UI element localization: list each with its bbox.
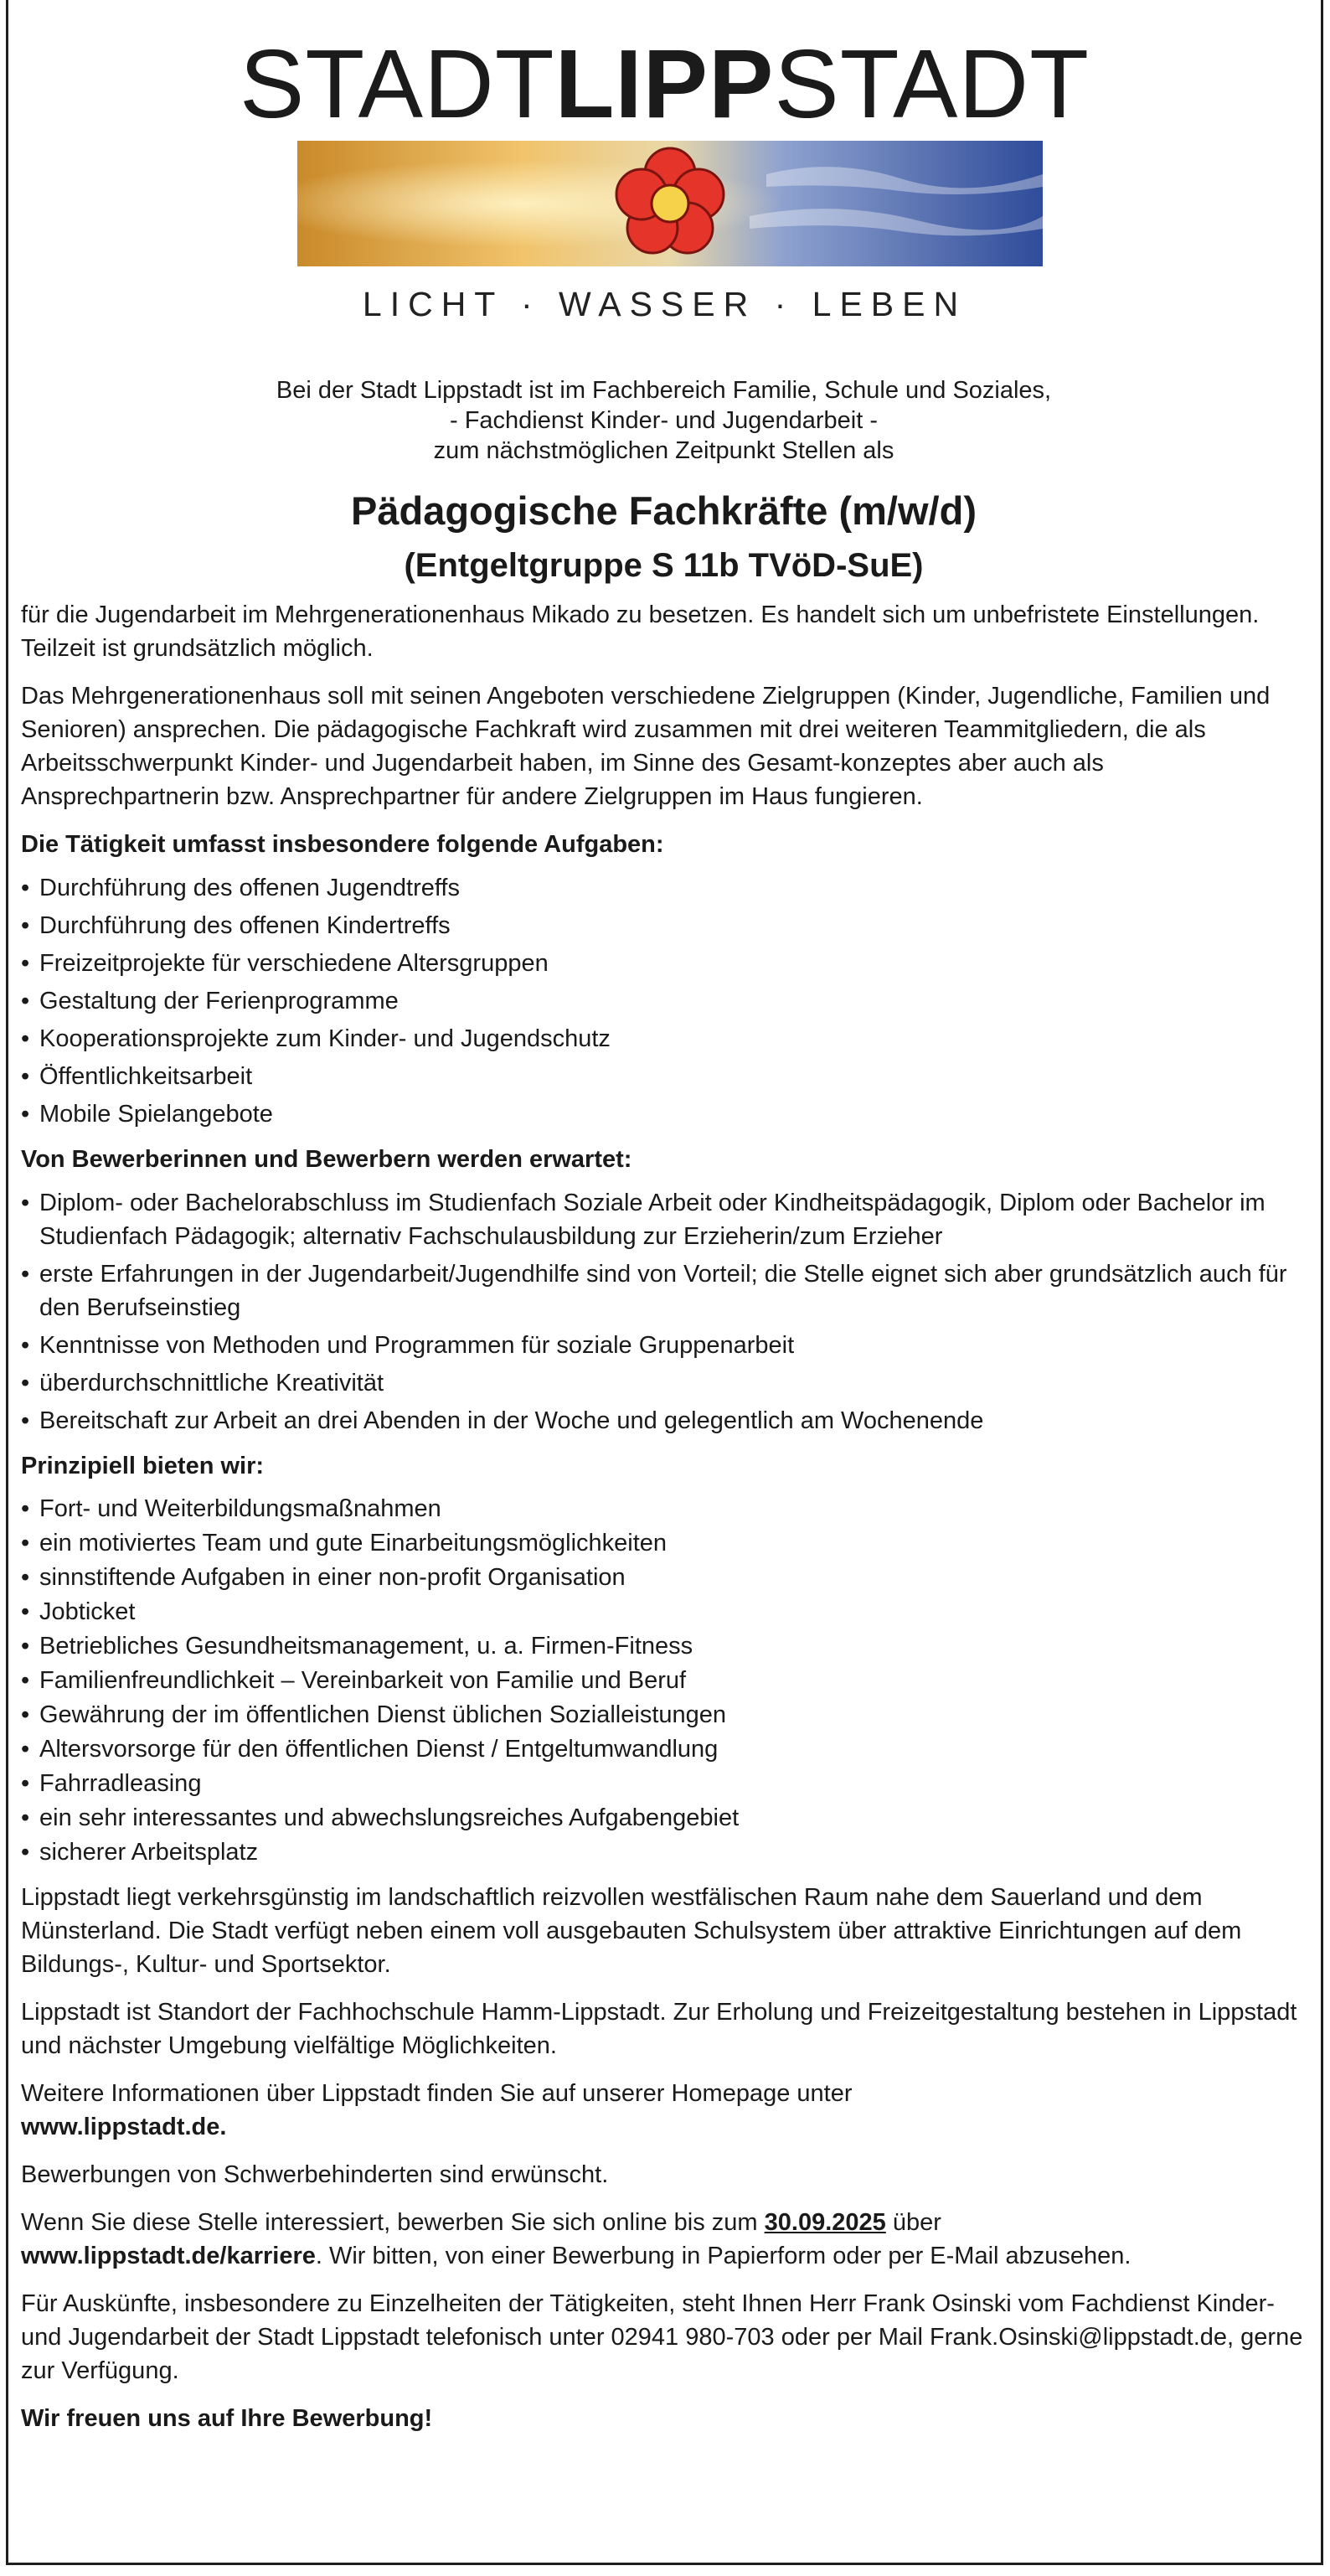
wordmark-lipp: LIPP [554, 29, 775, 138]
list-item: • Altersvorsorge für den öffentlichen Dienst / Entgeltumwandlung [21, 1733, 1307, 1766]
description-paragraph: Das Mehrgenerationenhaus soll mit seinen Angeboten verschiedene Zielgruppen (Kinder, Jugendliche, Familien und Senioren) ansprechen. Die pädagogische Fachkraft wird zusammen mit drei weiteren Teammitgliedern, die als Arbeitsschwerpunkt Kinder- und Jugendarbeit haben, im Sinne des Gesamt-konzeptes aber auch als Ansprechpartnerin bzw. Ansprechpartner für andere Zielgruppen im Haus fungieren. [21, 683, 1271, 810]
list-item: • Fahrradleasing [21, 1768, 1307, 1800]
ad-content [21, 375, 1307, 2450]
list-item: • Kenntnisse von Methoden und Programmen für soziale Gruppenarbeit [21, 1329, 1307, 1362]
list-item: • Betriebliches Gesundheitsmanagement, u. a. Firmen-Fitness [21, 1630, 1307, 1663]
list-item: • Kooperationsprojekte zum Kinder- und Jugendschutz [21, 1022, 1307, 1056]
list-item: • Familienfreundlichkeit – Vereinbarkeit von Familie und Beruf [21, 1665, 1307, 1697]
list-item: • sinnstiftende Aufgaben in einer non-profit Organisation [21, 1562, 1307, 1594]
offers-list [21, 1493, 1307, 1869]
intro-block [21, 375, 1307, 466]
list-item: • Mobile Spielangebote [21, 1097, 1307, 1131]
list-item: • Freizeitprojekte für verschiedene Altersgruppen [21, 947, 1307, 980]
list-item: • ein sehr interessantes und abwechslungsreiches Aufgabengebiet [21, 1802, 1307, 1835]
location-paragraph: Lippstadt liegt verkehrsgünstig im landschaftlich reizvollen westfälischen Raum nahe dem Sauerland und dem Münsterland. Die Stadt verfügt neben einem voll ausgebauten Schulsystem über attraktive Einrichtungen auf dem Bildungs-, Kultur- und Sportsektor. [21, 1884, 1242, 1978]
homepage-text: Weitere Informationen über Lippstadt finden Sie auf unserer Homepage unter [21, 2080, 853, 2107]
list-item: • Jobticket [21, 1596, 1307, 1629]
list-item: • Bereitschaft zur Arbeit an drei Abenden in der Woche und gelegentlich am Wochenende [21, 1404, 1307, 1438]
job-ad-frame [6, 0, 1323, 2565]
contact-paragraph: Für Auskünfte, insbesondere zu Einzelheiten der Tätigkeiten, steht Ihnen Herr Frank Osinski vom Fachdienst Kinder- und Jugendarbeit der Stadt Lippstadt telefonisch unter 02941 980-703 oder per Mail Frank.Osinski@lippstadt.de, gerne zur Verfügung. [21, 2290, 1303, 2384]
homepage-link[interactable]: www.lippstadt.de. [21, 2114, 227, 2140]
requirements-list [21, 1186, 1307, 1438]
list-item: • Durchführung des offenen Jugendtreffs [21, 871, 1307, 905]
logo-tagline: LICHT · WASSER · LEBEN [362, 285, 967, 323]
deadline-date: 30.09.2025 [764, 2209, 886, 2236]
intro-paragraph: für die Jugendarbeit im Mehrgenerationenhaus Mikado zu besetzen. Es handelt sich um unbefristete Einstellungen. Teilzeit ist grundsätzlich möglich. [21, 601, 1260, 662]
disability-paragraph: Bewerbungen von Schwerbehinderten sind erwünscht. [21, 2161, 609, 2188]
list-item: • ein motiviertes Team und gute Einarbeitungsmöglichkeiten [21, 1527, 1307, 1560]
logo-banner-image [297, 141, 1043, 266]
wordmark-stadt-2: STADT [774, 29, 1090, 138]
homepage-paragraph [21, 2077, 1307, 2144]
requirements-heading: Von Bewerberinnen und Bewerbern werden erwartet: [21, 1146, 632, 1173]
list-item: • Öffentlichkeitsarbeit [21, 1060, 1307, 1093]
list-item: • Gewährung der im öffentlichen Dienst üblichen Sozialleistungen [21, 1699, 1307, 1732]
closing-line: Wir freuen uns auf Ihre Bewerbung! [21, 2405, 433, 2432]
tasks-heading: Die Tätigkeit umfasst insbesondere folgende Aufgaben: [21, 831, 664, 858]
career-link[interactable]: www.lippstadt.de/karriere [21, 2243, 316, 2269]
application-text-3: . Wir bitten, von einer Bewerbung in Papierform oder per E-Mail abzusehen. [315, 2243, 1132, 2269]
intro-line: - Fachdienst Kinder- und Jugendarbeit - [449, 407, 878, 434]
list-item: • Diplom- oder Bachelorabschluss im Studienfach Soziale Arbeit oder Kindheitspädagogik, Diplom oder Bachelor im Studienfach Pädagogik; alternativ Fachschulausbildung zur Erzieherin/zum Erzieher [21, 1186, 1307, 1253]
offers-heading: Prinzipiell bieten wir: [21, 1453, 265, 1479]
list-item: • überdurchschnittliche Kreativität [21, 1366, 1307, 1400]
intro-line: zum nächstmöglichen Zeitpunkt Stellen als [433, 437, 894, 464]
list-item: • Fort- und Weiterbildungsmaßnahmen [21, 1493, 1307, 1525]
logo-wordmark [8, 29, 1321, 138]
wordmark-stadt: STADT [239, 29, 555, 138]
list-item: • Durchführung des offenen Kindertreffs [21, 909, 1307, 942]
application-text: Wenn Sie diese Stelle interessiert, bewerben Sie sich online bis zum [21, 2209, 758, 2236]
intro-line: Bei der Stadt Lippstadt ist im Fachbereich Familie, Schule und Soziales, [276, 377, 1052, 404]
application-paragraph [21, 2206, 1307, 2273]
tasks-list [21, 871, 1307, 1131]
list-item: • erste Erfahrungen in der Jugendarbeit/Jugendhilfe sind von Vorteil; die Stelle eignet sich aber grundsätzlich auch für den Berufseinstieg [21, 1257, 1307, 1324]
city-logo [8, 0, 1321, 335]
pay-grade: (Entgeltgruppe S 11b TVöD-SuE) [404, 547, 924, 584]
university-paragraph: Lippstadt ist Standort der Fachhochschule Hamm-Lippstadt. Zur Erholung und Freizeitgestaltung bestehen in Lippstadt und nächster Umgebung vielfältige Möglichkeiten. [21, 1999, 1297, 2059]
list-item: • sicherer Arbeitsplatz [21, 1836, 1307, 1869]
job-title: Pädagogische Fachkräfte (m/w/d) [351, 488, 977, 533]
list-item: • Gestaltung der Ferienprogramme [21, 984, 1307, 1018]
application-text-2: über [892, 2209, 941, 2236]
